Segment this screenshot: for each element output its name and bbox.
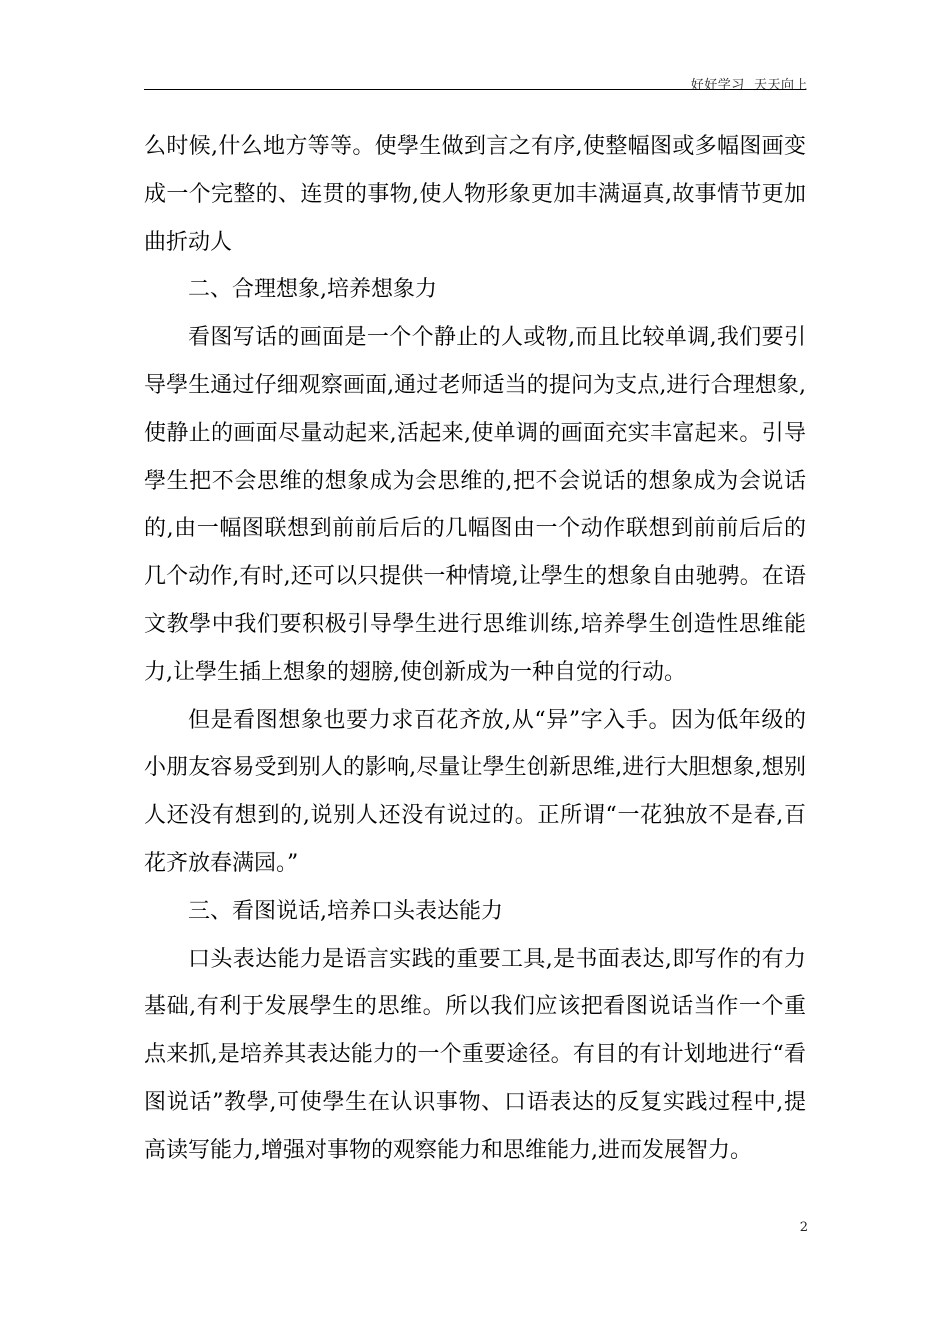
- page-number: 2: [799, 1220, 808, 1235]
- paragraph: 看图写话的画面是一个个静止的人或物,而且比较单调,我们要引导學生通过仔细观察画面,通过老师适当的提问为支点,进行合理想象,使静止的画面尽量动起来,活起来,使单调的画面充实丰富起来。引导學生把不会思维的想象成为会思维的,把不会说话的想象成为会说话的,由一幅图联想到前前后后的几幅图由一个动作联想到前前后后的几个动作,有时,还可以只提供一种情境,让學生的想象自由驰骋。在语文教學中我们要积极引导學生进行思维训练,培养學生创造性思维能力,让學生插上想象的翅膀,使创新成为一种自觉的行动。: [144, 325, 806, 685]
- document-body: [144, 123, 806, 1175]
- section-heading-3: 三、看图说话,培养口头表达能力: [188, 898, 503, 924]
- paragraph: 口头表达能力是语言实践的重要工具,是书面表达,即写作的有力基础,有利于发展學生的思维。所以我们应该把看图说话当作一个重点来抓,是培养其表达能力的一个重要途径。有目的有计划地进行“看图说话”教學,可使學生在认识事物、口语表达的反复实践过程中,提高读写能力,增强对事物的观察能力和思维能力,进而发展智力。: [144, 946, 806, 1163]
- header-divider: [144, 89, 806, 90]
- page-header-text: 好好学习 天天向上: [690, 78, 808, 93]
- paragraph: 但是看图想象也要力求百花齐放,从“异”字入手。因为低年级的小朋友容易受到别人的影响,尽量让學生创新思维,进行大胆想象,想别人还没有想到的,说别人还没有说过的。正所谓“一花独放不是春,百花齐放春满园。”: [144, 707, 806, 876]
- paragraph-continuation: 么时候,什么地方等等。使學生做到言之有序,使整幅图或多幅图画变成一个完整的、连贯的事物,使人物形象更加丰满逼真,故事情节更加曲折动人: [144, 134, 806, 255]
- section-heading-2: 二、合理想象,培养想象力: [188, 277, 437, 303]
